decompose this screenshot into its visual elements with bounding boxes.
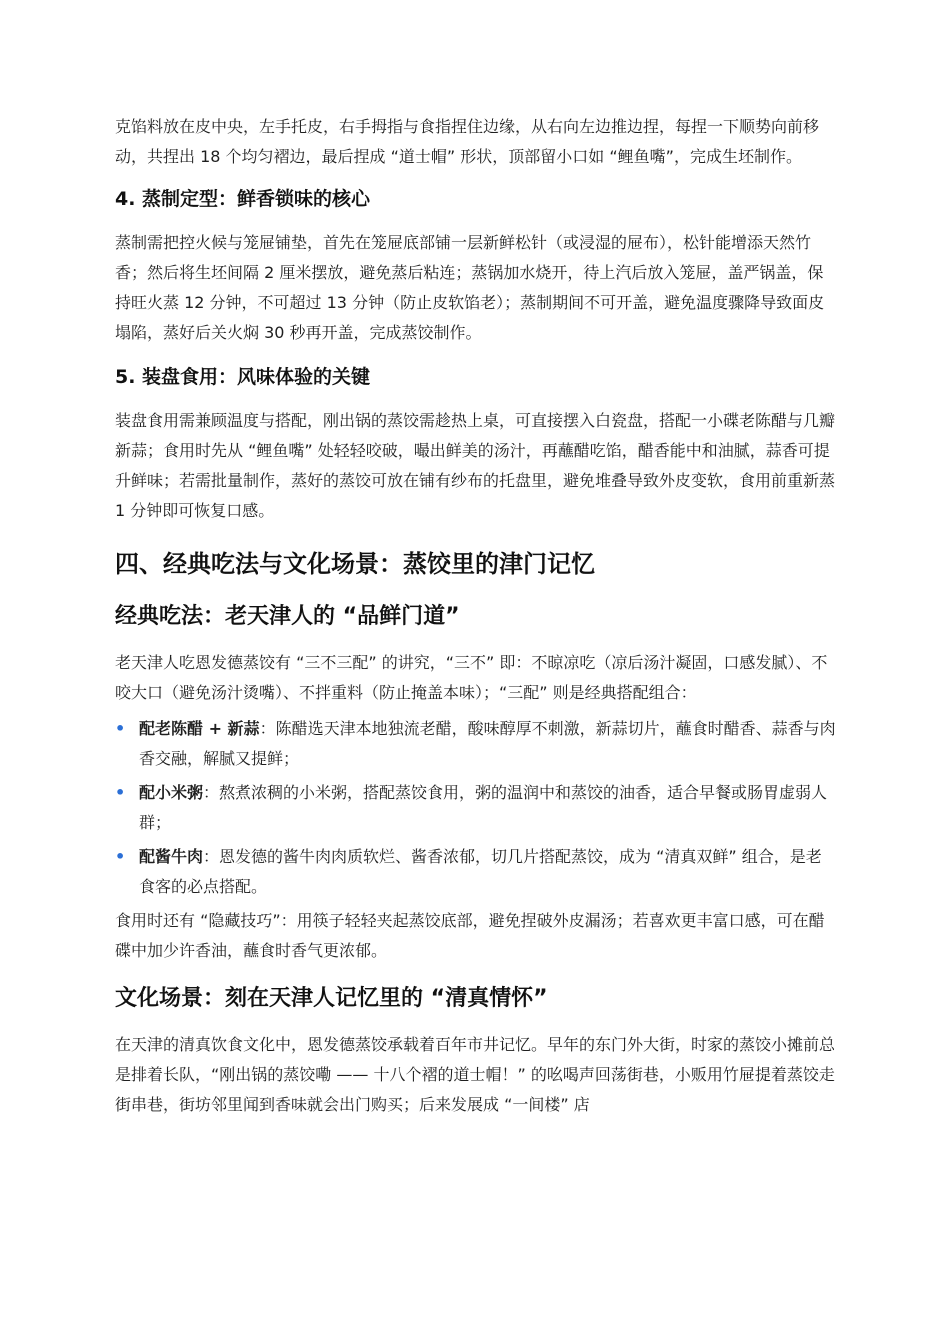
list-item-title: 配老陈醋 + 新蒜 [139,719,260,738]
list-item [115,778,837,838]
list-item-text: ：陈醋选天津本地独流老醋，酸味醇厚不刺激，新蒜切片，蘸食时醋香、蒜香与肉香交融，解腻又提鲜； [139,719,836,768]
paragraph-classic-intro: 老天津人吃恩发德蒸饺有 “三不三配” 的讲究，“三不” 即：不晾凉吃（凉后汤汁凝固，口感发腻）、不咬大口（避免汤汁烫嘴）、不拌重料（防止掩盖本味）；“三配” 则是经典搭配组合： [115,653,828,702]
section-heading-steaming: 4. 蒸制定型：鲜香锁味的核心 [115,188,371,210]
list-item-title: 配小米粥 [139,783,204,802]
list-item-text: ：恩发德的酱牛肉肉质软烂、酱香浓郁，切几片搭配蒸饺，成为 “清真双鲜” 组合，是老食客的必点搭配。 [139,847,822,896]
subheading-culture: 文化场景：刻在天津人记忆里的 “清真情怀” [115,986,548,1011]
list-item-title: 配酱牛肉 [139,847,204,866]
paragraph-steaming: 蒸制需把控火候与笼屉铺垫，首先在笼屉底部铺一层新鲜松针（或浸湿的屉布），松针能增添天然竹香；然后将生坯间隔 2 厘米摆放，避免蒸后粘连；蒸锅加水烧开，待上汽后放入笼屉，盖严锅盖，保持旺火蒸 12 分钟，不可超过 13 分钟（防止皮软馅老）；蒸制期间不可开盖，避免温度骤降导致面皮塌陷，蒸好后关火焖 30 秒再开盖，完成蒸饺制作。 [115,233,825,342]
paragraph-shaping: 克馅料放在皮中央，左手托皮，右手拇指与食指捏住边缘，从右向左边推边捏，每捏一下顺势向前移动，共捏出 18 个均匀褶边，最后捏成 “道士帽” 形状，顶部留小口如 “鲤鱼嘴”，完成生坯制作。 [115,117,820,166]
paragraph-hidden-tip: 食用时还有 “隐藏技巧”：用筷子轻轻夹起蒸饺底部，避免捏破外皮漏汤；若喜欢更丰富口感，可在醋碟中加少许香油，蘸食时香气更浓郁。 [115,911,825,960]
bullet-icon: • [115,719,126,738]
paragraph-serving: 装盘食用需兼顾温度与搭配，刚出锅的蒸饺需趁热上桌，可直接摆入白瓷盘，搭配一小碟老陈醋与几瓣新蒜；食用时先从 “鲤鱼嘴” 处轻轻咬破，嘬出鲜美的汤汁，再蘸醋吃馅，醋香能中和油腻，蒜香可提升鲜味；若需批量制作，蒸好的蒸饺可放在铺有纱布的托盘里，避免堆叠导致外皮变软，食用前重新蒸 1 分钟即可恢复口感。 [115,411,836,520]
list-item [115,842,837,902]
subheading-classic-eating: 经典吃法：老天津人的 “品鲜门道” [115,604,460,629]
list-item [115,714,837,774]
document-content [115,112,837,1120]
list-item-text: ：熬煮浓稠的小米粥，搭配蒸饺食用，粥的温润中和蒸饺的油香，适合早餐或肠胃虚弱人群； [139,783,828,832]
bullet-icon: • [115,847,126,866]
paragraph-culture: 在天津的清真饮食文化中，恩发德蒸饺承载着百年市井记忆。早年的东门外大街，时家的蒸饺小摊前总是排着长队，“刚出锅的蒸饺嘞 —— 十八个褶的道士帽！” 的吆喝声回荡街巷，小贩用竹屉提着蒸饺走街串巷，街坊邻里闻到香味就会出门购买；后来发展成 “一间楼” 店 [115,1035,836,1114]
chapter-heading: 四、经典吃法与文化场景：蒸饺里的津门记忆 [115,550,595,578]
bullet-icon: • [115,783,126,802]
pairing-list [115,714,837,902]
section-heading-serving: 5. 装盘食用：风味体验的关键 [115,366,371,388]
